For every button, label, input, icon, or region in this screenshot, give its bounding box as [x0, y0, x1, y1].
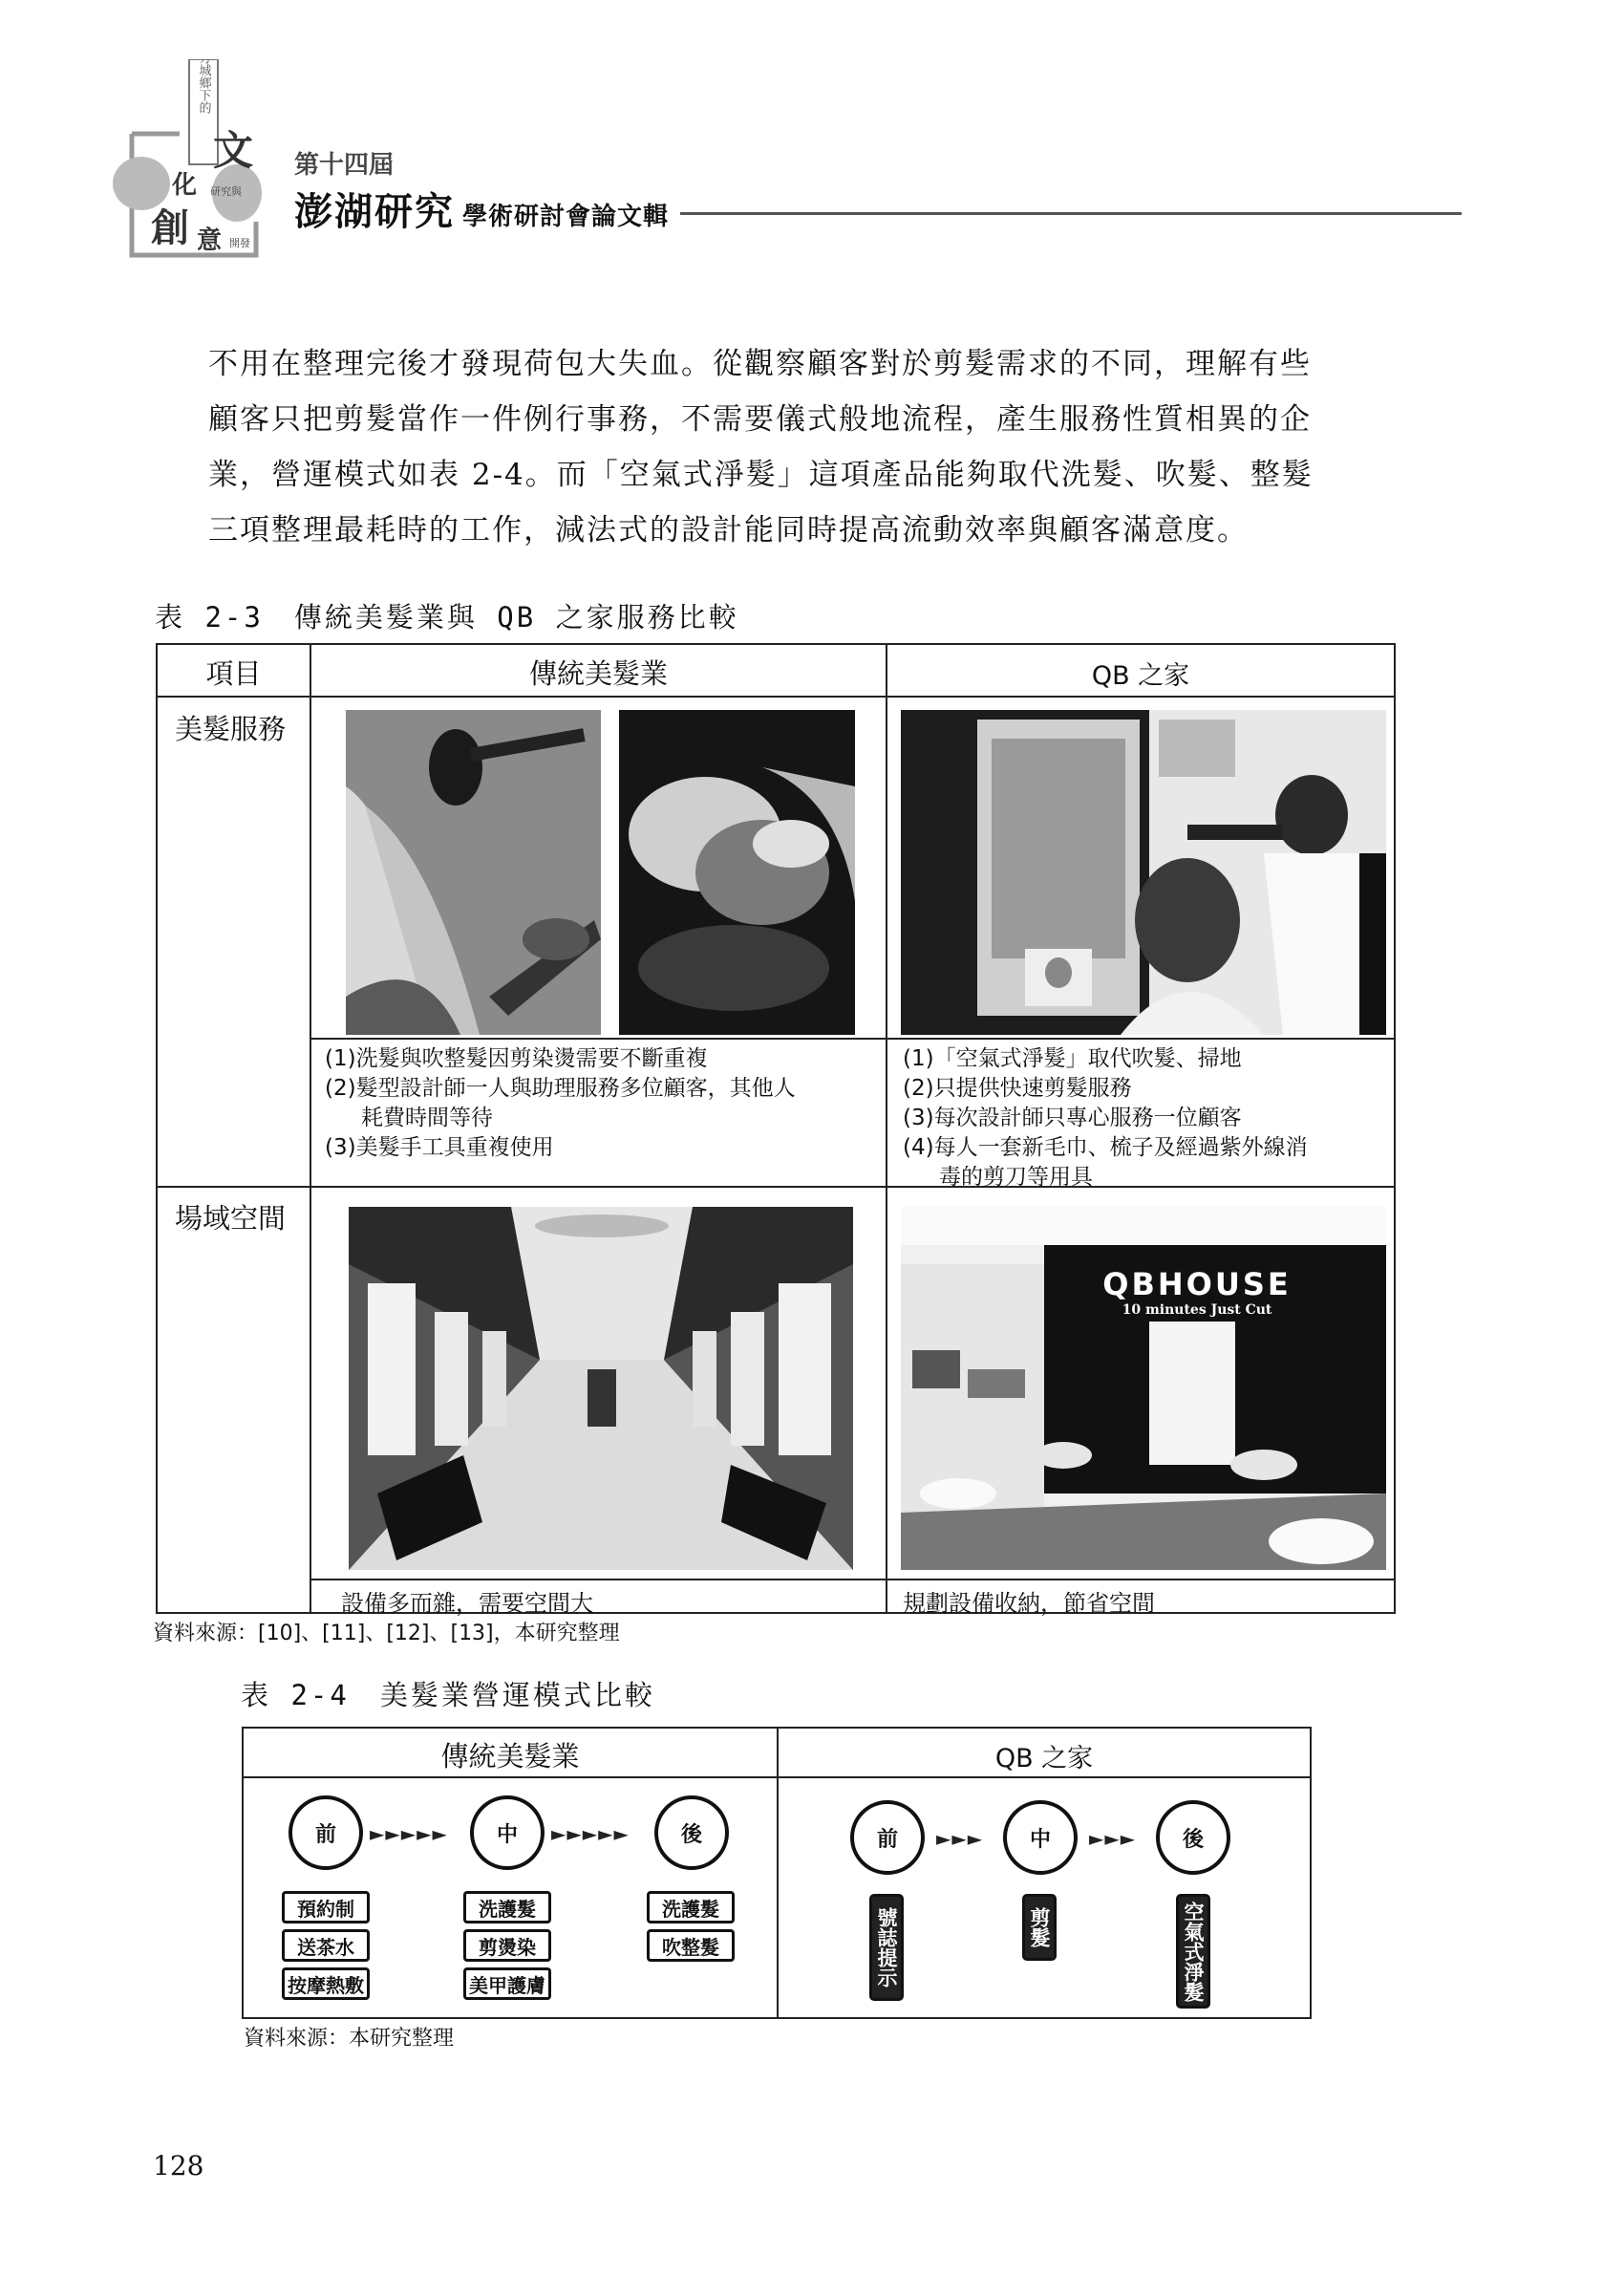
table3-qb-space-note: 規劃設備收納，節省空間	[903, 1590, 1155, 1617]
task-box: 吹整髮	[647, 1929, 735, 1962]
qb-sign-sub: 10 minutes Just Cut	[1122, 1302, 1272, 1318]
qb-stage-after-circle: 後	[1156, 1800, 1230, 1875]
stage-during-circle: 中	[470, 1795, 545, 1870]
note-line: 毒的剪刀等用具	[939, 1165, 1093, 1190]
flow-arrow: ►►►►►	[370, 1822, 448, 1845]
note-line: (1)「空氣式淨髮」取代吹髮、掃地	[903, 1046, 1242, 1071]
body-line: 業，營運模式如表 2-4。而「空氣式淨髮」這項產品能夠取代洗髮、吹髮、整髮	[208, 458, 1314, 492]
table3-row-label-service: 美髮服務	[175, 713, 287, 745]
qb-task-box: 號誌提示	[869, 1894, 904, 2001]
conference-title-main: 澎湖研究	[294, 189, 455, 234]
table3	[156, 643, 1396, 1617]
body-line: 不用在整理完後才發現荷包大失血。從觀察顧客對於剪髮需求的不同，理解有些	[208, 347, 1312, 381]
table4-header-traditional: 傳統美髮業	[440, 1740, 580, 1773]
task-box: 洗護髮	[647, 1891, 735, 1923]
table4-caption: 表 2-4 美髮業營運模式比較	[241, 1679, 655, 1711]
table3-note-rule	[310, 1579, 1394, 1580]
photo-blow-dry	[346, 710, 601, 1035]
task-box: 送茶水	[282, 1929, 370, 1962]
table4	[242, 1727, 1312, 2019]
conference-title	[294, 182, 669, 236]
table3-header-rule	[158, 696, 1394, 698]
table4-source: 資料來源：本研究整理	[244, 2027, 455, 2051]
note-line: (2)只提供快速剪髮服務	[903, 1076, 1132, 1101]
stage-before-circle: 前	[288, 1795, 363, 1870]
note-line: 耗費時間等待	[361, 1106, 493, 1130]
task-box: 預約制	[282, 1891, 370, 1923]
task-box: 按摩熱敷	[282, 1967, 370, 2000]
logo-char-2: 化	[172, 171, 198, 200]
table3-note-rule	[310, 1038, 1394, 1040]
qb-sign: QBHOUSE	[1102, 1266, 1292, 1302]
flow-arrow: ►►►	[936, 1827, 984, 1850]
table3-col-rule	[886, 645, 887, 1612]
task-box: 美甲護膚	[463, 1967, 551, 2000]
logo-char-1: 文	[213, 127, 254, 174]
qb-stage-before-circle: 前	[850, 1800, 925, 1875]
flow-arrow: ►►►	[1089, 1827, 1137, 1850]
photo-traditional-salon	[349, 1207, 853, 1570]
table3-header-item: 項目	[205, 657, 262, 690]
conference-logo	[113, 59, 266, 260]
table3-col-rule	[310, 645, 311, 1612]
logo-small-2: 開發	[229, 237, 250, 249]
table3-qb-notes	[903, 1044, 1308, 1193]
flow-arrow: ►►►►►	[551, 1822, 630, 1845]
conference-volume: 第十四屆	[294, 151, 395, 180]
note-line: (2)髮型設計師一人與助理服務多位顧客，其他人	[325, 1076, 796, 1101]
qb-stage-during-circle: 中	[1003, 1800, 1078, 1875]
body-line: 顧客只把剪髮當作一件例行事務，不需要儀式般地流程，產生服務性質相異的企	[208, 402, 1312, 437]
qb-task-box: 剪髮	[1022, 1894, 1057, 1961]
logo-small-1: 研究與	[210, 185, 242, 198]
qb-task-box: 空氣式淨髮	[1176, 1894, 1210, 2009]
conference-subtitle: 學術研討會論文輯	[462, 203, 670, 231]
body-line: 三項整理最耗時的工作，減法式的設計能同時提高流動效率與顧客滿意度。	[208, 513, 1249, 548]
note-line: (3)美髮手工具重複使用	[325, 1135, 554, 1160]
logo-char-3: 創	[151, 205, 189, 250]
table3-source: 資料來源：[10]、[11]、[12]、[13]，本研究整理	[153, 1622, 620, 1645]
table3-caption: 表 2-3 傳統美髮業與 QB 之家服務比較	[155, 601, 739, 634]
note-line: (1)洗髮與吹整髮因剪染燙需要不斷重複	[325, 1046, 708, 1071]
logo-vertical-text: 地方城鄉下的	[196, 59, 211, 114]
page-number: 128	[153, 2150, 204, 2181]
logo-char-4: 意	[197, 226, 223, 255]
table3-traditional-space-note: 設備多而雜，需要空間大	[341, 1590, 593, 1617]
task-box: 剪燙染	[463, 1929, 551, 1962]
stage-after-circle: 後	[654, 1795, 729, 1870]
note-line: (3)每次設計師只專心服務一位顧客	[903, 1106, 1242, 1130]
table3-header-traditional: 傳統美髮業	[528, 657, 668, 690]
photo-qb-salon	[901, 1207, 1386, 1570]
table3-header-qb: QB 之家	[1091, 661, 1190, 691]
header-rule	[680, 212, 1462, 215]
body-paragraph	[208, 336, 1414, 558]
table3-traditional-notes	[325, 1044, 796, 1163]
photo-qb-service	[901, 710, 1386, 1035]
table4-header-qb: QB 之家	[994, 1744, 1094, 1773]
table3-row-label-space: 場域空間	[175, 1202, 287, 1235]
note-line: (4)每人一套新毛巾、梳子及經過紫外線消	[903, 1135, 1308, 1160]
task-box: 洗護髮	[463, 1891, 551, 1923]
photo-shampoo	[619, 710, 855, 1035]
